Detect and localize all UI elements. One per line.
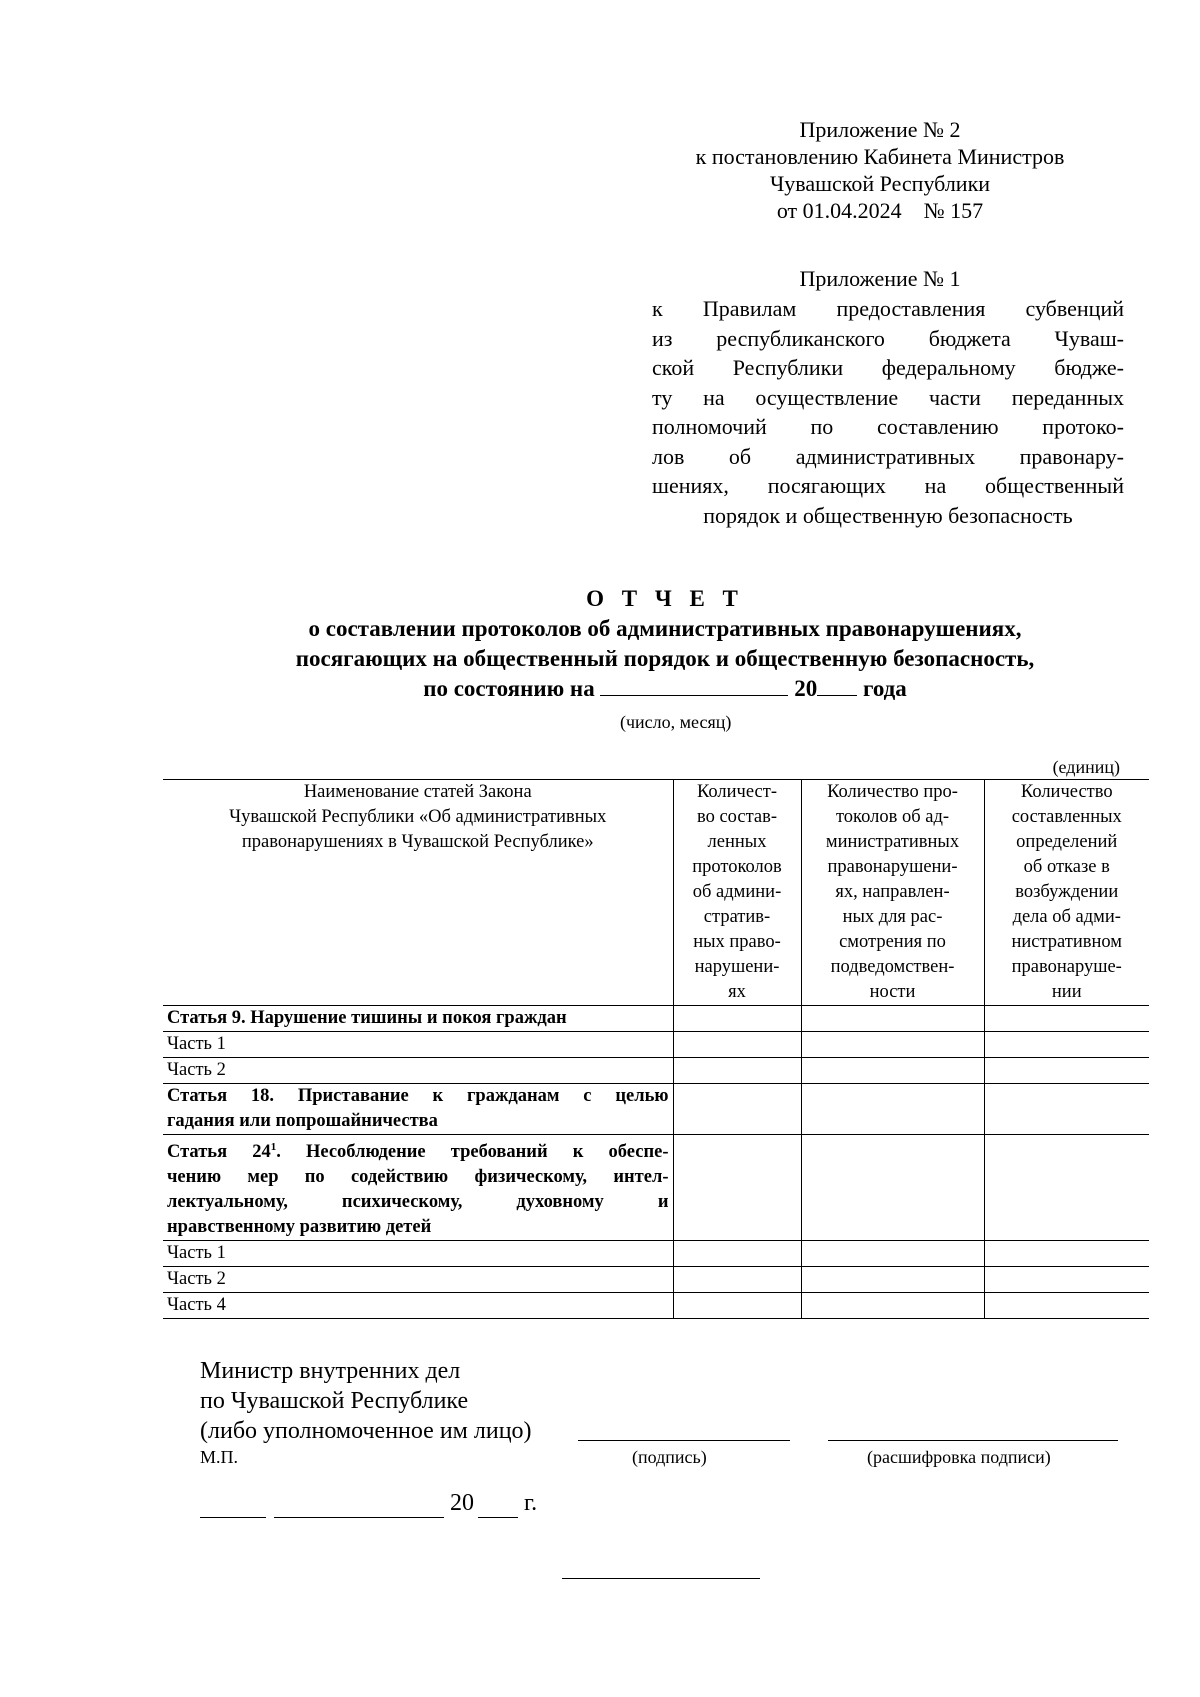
- cell-input[interactable]: [984, 1267, 1149, 1293]
- row-article-24-part-1: Часть 1: [163, 1241, 673, 1267]
- stamp-label: М.П.: [200, 1447, 239, 1467]
- year-suffix: года: [862, 676, 907, 701]
- report-title-block: [160, 584, 1170, 704]
- article-24-superscript: 1: [270, 1141, 277, 1153]
- cell-input[interactable]: [801, 1058, 984, 1084]
- table-row: [163, 1241, 1149, 1267]
- article-24-line: чению мер по содействию физическому, интел-: [167, 1167, 669, 1188]
- cell-input[interactable]: [801, 1084, 984, 1135]
- header-line: во состав-: [696, 807, 778, 827]
- header-line: министративных: [825, 832, 960, 852]
- cell-input[interactable]: [801, 1006, 984, 1032]
- signature-decode-line[interactable]: [828, 1440, 1118, 1441]
- year-prefix: 20: [794, 676, 818, 701]
- header-protocols-count: [673, 780, 801, 1006]
- article-18-line: гадания или попрошайничества: [167, 1111, 438, 1131]
- header-line: составленных: [1011, 807, 1122, 827]
- appendix1-line: полномочий по составлению протоко-: [652, 414, 1124, 439]
- signature-line[interactable]: [578, 1440, 790, 1441]
- as-of-prefix: по состоянию на: [423, 676, 595, 701]
- cell-input[interactable]: [801, 1032, 984, 1058]
- day-blank[interactable]: [200, 1517, 266, 1518]
- row-article-9: Статья 9. Нарушение тишины и покоя граждан: [163, 1006, 673, 1032]
- table-row: [163, 1084, 1149, 1135]
- header-forwarded-count: [801, 780, 984, 1006]
- header-line: правонарушениях в Чувашской Республике»: [241, 832, 594, 852]
- appendix1-line: лов об административных правонару-: [652, 443, 1124, 469]
- cell-input[interactable]: [984, 1135, 1149, 1241]
- report-subtitle-1: о составлении протоколов об административных правонарушениях,: [308, 616, 1022, 641]
- signature-block: [200, 1356, 532, 1446]
- table-row: [163, 1058, 1149, 1084]
- header-refusals-count: [984, 780, 1149, 1006]
- article-24-prefix: Статья 24: [167, 1142, 271, 1163]
- date-year-blank[interactable]: [478, 1517, 518, 1518]
- date-suffix: г.: [524, 1490, 538, 1516]
- cell-input[interactable]: [673, 1241, 801, 1267]
- header-line: смотрения по: [839, 932, 946, 952]
- header-line: стратив-: [703, 907, 771, 927]
- date-hint: (число, месяц): [620, 712, 732, 732]
- header-line: Чувашской Республики «Об административных: [229, 807, 607, 827]
- header-line: правонаруше-: [1011, 957, 1122, 977]
- cell-input[interactable]: [673, 1084, 801, 1135]
- cell-input[interactable]: [801, 1241, 984, 1267]
- cell-input[interactable]: [984, 1058, 1149, 1084]
- date-year-prefix: 20: [450, 1490, 474, 1516]
- cell-input[interactable]: [673, 1058, 801, 1084]
- year-blank[interactable]: [817, 675, 857, 696]
- header-line: ях, направлен-: [835, 882, 950, 902]
- report-subtitle-2: посягающих на общественный порядок и общественную безопасность,: [295, 646, 1035, 671]
- minister-region: по Чувашской Республике: [200, 1388, 469, 1414]
- header-line: Количество про-: [827, 782, 958, 802]
- signature-label: (подпись): [632, 1447, 707, 1467]
- minister-title: Министр внутренних дел: [200, 1358, 461, 1384]
- appendix1-line: к Правилам предоставления субвенций: [652, 296, 1124, 321]
- header-line: нистративном: [1011, 932, 1123, 952]
- header-line: об отказе в: [1023, 857, 1110, 877]
- cell-input[interactable]: [801, 1135, 984, 1241]
- row-article-9-part-2: Часть 2: [163, 1058, 673, 1084]
- header-line: Количест-: [697, 782, 777, 802]
- cell-input[interactable]: [673, 1032, 801, 1058]
- article-24-line: лектуальному, психическому, духовному и: [167, 1192, 669, 1213]
- appendix2-number: Приложение № 2: [799, 117, 961, 142]
- appendix2-header: [640, 116, 1120, 224]
- table-row: [163, 1006, 1149, 1032]
- row-article-24-part-4: Часть 4: [163, 1293, 673, 1319]
- appendix1-line: ской Республики федеральному бюдже-: [652, 355, 1124, 380]
- row-article-24-part-2: Часть 2: [163, 1267, 673, 1293]
- table-row: [163, 1032, 1149, 1058]
- appendix1-text: [652, 294, 1124, 530]
- cell-input[interactable]: [984, 1006, 1149, 1032]
- header-line: ях: [728, 982, 746, 1002]
- signature-decode-label: (расшифровка подписи): [867, 1447, 1051, 1467]
- table-header-row: [163, 780, 1149, 1006]
- header-line: ных для рас-: [842, 907, 943, 927]
- header-line: подведомствен-: [830, 957, 955, 977]
- cell-input[interactable]: [673, 1006, 801, 1032]
- article-18-line: Статья 18. Приставание к гражданам с целью: [167, 1086, 669, 1106]
- appendix1-line: ту на осуществление части переданных: [652, 384, 1124, 410]
- header-line: дела об адми-: [1012, 907, 1121, 927]
- appendix1-line: порядок и общественную безопасность: [703, 502, 1073, 528]
- units-label: (единиц): [1052, 757, 1120, 777]
- cell-input[interactable]: [984, 1241, 1149, 1267]
- header-line: возбуждении: [1015, 882, 1119, 902]
- article-24-line: [167, 1135, 669, 1165]
- cell-input[interactable]: [984, 1293, 1149, 1319]
- appendix2-date: от 01.04.2024 № 157: [776, 198, 984, 223]
- header-line: токолов об ад-: [835, 807, 950, 827]
- header-line: нии: [1051, 982, 1082, 1002]
- cell-input[interactable]: [673, 1293, 801, 1319]
- appendix1-line: шениях, посягающих на общественный: [652, 473, 1124, 498]
- appendix2-resolution: к постановлению Кабинета Министров: [695, 144, 1065, 169]
- cell-input[interactable]: [801, 1267, 984, 1293]
- cell-input[interactable]: [984, 1084, 1149, 1135]
- header-line: протоколов: [692, 857, 782, 877]
- header-line: Количество: [1020, 782, 1113, 802]
- cell-input[interactable]: [801, 1293, 984, 1319]
- header-line: ности: [869, 982, 916, 1002]
- cell-input[interactable]: [673, 1135, 801, 1241]
- authorized-person: (либо уполномоченное им лицо): [200, 1418, 532, 1444]
- report-title: О Т Ч Е Т: [586, 586, 744, 611]
- header-line: определений: [1016, 832, 1118, 852]
- table-row: [163, 1293, 1149, 1319]
- row-article-18: [163, 1084, 673, 1135]
- row-article-9-part-1: Часть 1: [163, 1032, 673, 1058]
- header-line: Наименование статей Закона: [303, 782, 532, 802]
- month-blank[interactable]: [274, 1517, 444, 1518]
- article-24-rest: . Несоблюдение требований к обеспе-: [276, 1142, 669, 1163]
- appendix1-line: из республиканского бюджета Чуваш-: [652, 325, 1124, 351]
- cell-input[interactable]: [673, 1267, 801, 1293]
- appendix2-republic: Чувашской Республики: [769, 171, 991, 196]
- article-24-line: нравственному развитию детей: [167, 1217, 432, 1238]
- report-table: [163, 779, 1149, 1319]
- header-line: нарушени-: [694, 957, 780, 977]
- footer-divider: [562, 1578, 760, 1579]
- report-as-of: [160, 674, 1170, 704]
- appendix1-number: Приложение № 1: [799, 266, 961, 291]
- header-line: правонарушени-: [827, 857, 958, 877]
- row-article-24-1: [163, 1135, 673, 1241]
- header-line: об админи-: [692, 882, 782, 902]
- date-blank[interactable]: [600, 675, 788, 696]
- header-article-name: [163, 780, 673, 1006]
- table-row: [163, 1135, 1149, 1241]
- cell-input[interactable]: [984, 1032, 1149, 1058]
- header-line: ных право-: [693, 932, 781, 952]
- table-row: [163, 1267, 1149, 1293]
- header-line: ленных: [707, 832, 767, 852]
